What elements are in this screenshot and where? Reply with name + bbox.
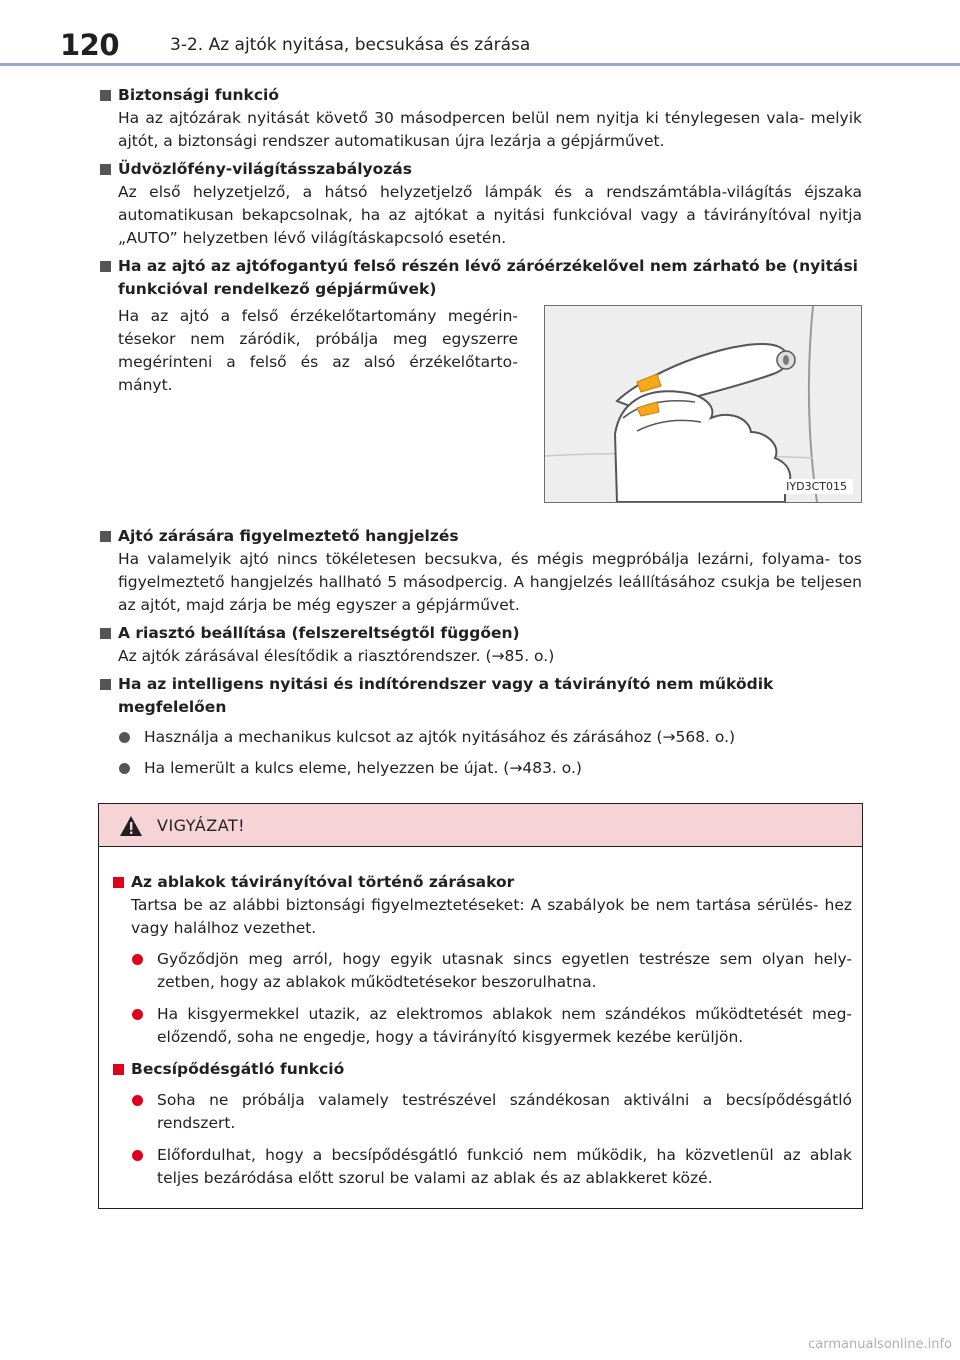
section-heading bbox=[98, 158, 862, 181]
list-item bbox=[111, 1003, 852, 1049]
section-title: Ajtó zárására figyelmeztető hangjelzés bbox=[118, 527, 459, 545]
square-bullet-icon bbox=[100, 164, 111, 175]
section-heading bbox=[98, 622, 862, 645]
section-title: Becsípődésgátló funkció bbox=[131, 1060, 345, 1078]
square-bullet-icon bbox=[100, 679, 111, 690]
section-body: Tartsa be az alábbi biztonsági figyelmeztetéseket: A szabályok be nem tartása sérülés- hez vagy halálhoz vezethet. bbox=[131, 896, 852, 937]
list-item-text: Ha kisgyermekkel utazik, az elektromos ablakok nem szándékos működtetését meg- előzendő, soha ne engedje, hogy a távirányító kisgyermek kezébe kerüljön. bbox=[157, 1005, 852, 1046]
list-item bbox=[111, 1089, 852, 1135]
page-number: 120 bbox=[60, 28, 120, 62]
figure-code: IYD3CT015 bbox=[780, 479, 853, 494]
warning-box bbox=[98, 803, 863, 1209]
list-item bbox=[111, 1144, 852, 1190]
chapter-title: 3-2. Az ajtók nyitása, becsukása és zárása bbox=[170, 35, 531, 55]
section-heading bbox=[98, 673, 862, 719]
round-bullet-icon bbox=[132, 1095, 143, 1106]
square-bullet-icon bbox=[100, 261, 111, 272]
round-bullet-icon bbox=[132, 1009, 143, 1020]
square-bullet-icon bbox=[113, 1064, 124, 1075]
section-title: Ha az ajtó az ajtófogantyú felső részén lévő záróérzékelővel nem zárható be (nyitási funkcióval rendelkező gépjárművek) bbox=[118, 257, 858, 298]
door-handle-illustration bbox=[544, 305, 862, 503]
round-bullet-icon bbox=[119, 732, 130, 743]
list-item-text: Ha lemerült a kulcs eleme, helyezzen be újat. (→483. o.) bbox=[144, 759, 582, 777]
section-body: Ha az ajtózárak nyitását követő 30 másodpercen belül nem nyitja ki ténylegesen vala- melyik ajtót, a biztonsági rendszer automatikusan újra lezárja a gépjárművet. bbox=[118, 109, 862, 150]
section-title: Az ablakok távirányítóval történő zárásakor bbox=[131, 873, 515, 891]
header-rule bbox=[0, 63, 960, 66]
section-heading bbox=[111, 871, 852, 894]
section-body: Az ajtók zárásával élesítődik a riasztórendszer. (→85. o.) bbox=[118, 647, 555, 665]
section-heading bbox=[98, 255, 862, 301]
list-item-text: Előfordulhat, hogy a becsípődésgátló funkció nem működik, ha közvetlenül az ablak teljes bezáródása előtt szorul be valami az ablak és az ablakkeret közé. bbox=[157, 1146, 852, 1187]
section-heading bbox=[111, 1058, 852, 1081]
list-item-text: Győződjön meg arról, hogy egyik utasnak sincs egyetlen testrésze sem olyan hely- zetben, hogy az ablakok működtetésekor beszorulhatna. bbox=[157, 950, 852, 991]
round-bullet-icon bbox=[119, 763, 130, 774]
section-title: Ha az intelligens nyitási és indítórendszer vagy a távirányító nem működik megfelelően bbox=[118, 675, 774, 716]
figure-caption-text: Ha az ajtó a felső érzékelőtartomány megérin- tésekor nem záródik, próbálja meg egyszerre megérinteni a felső és az alsó érzékelőtarto- mányt. bbox=[118, 307, 518, 394]
round-bullet-icon bbox=[132, 1150, 143, 1161]
square-bullet-icon bbox=[100, 531, 111, 542]
section-title: Biztonsági funkció bbox=[118, 86, 280, 104]
warning-triangle-icon bbox=[119, 815, 143, 837]
section-body: Ha valamelyik ajtó nincs tökéletesen becsukva, és mégis megpróbálja lezárni, folyama- tos figyelmeztető hangjelzés hallható 5 másodpercig. A hangjelzés leállításához csukja be teljesen az ajtót, majd zárja be még egyszer a gépjárművet. bbox=[118, 550, 862, 614]
square-bullet-icon bbox=[113, 877, 124, 888]
page-header bbox=[0, 0, 960, 70]
round-bullet-icon bbox=[132, 954, 143, 965]
list-item-text: Használja a mechanikus kulcsot az ajtók nyitásához és zárásához (→568. o.) bbox=[144, 728, 736, 746]
square-bullet-icon bbox=[100, 90, 111, 101]
figure-block bbox=[98, 305, 862, 511]
section-title: Üdvözlőfény-világításszabályozás bbox=[118, 160, 412, 178]
warning-body bbox=[99, 847, 862, 1190]
section-title: A riasztó beállítása (felszereltségtől függően) bbox=[118, 624, 520, 642]
list-item-text: Soha ne próbálja valamely testrészével szándékosan aktiválni a becsípődésgátló rendszert. bbox=[157, 1091, 852, 1132]
main-content bbox=[98, 80, 862, 788]
warning-title: VIGYÁZAT! bbox=[157, 816, 246, 835]
door-handle-hand-icon bbox=[545, 306, 861, 502]
list-item bbox=[98, 726, 862, 749]
section-body: Az első helyzetjelző, a hátsó helyzetjelző lámpák és a rendszámtábla-világítás éjszaka automatikusan bekapcsolnak, ha az ajtókat a nyitási funkcióval vagy a távirányítóval nyitja „AUTO” helyzetben lévő világításkapcsoló esetén. bbox=[118, 183, 862, 247]
section-heading bbox=[98, 84, 862, 107]
warning-header bbox=[99, 804, 862, 847]
list-item bbox=[111, 948, 852, 994]
section-heading bbox=[98, 525, 862, 548]
square-bullet-icon bbox=[100, 628, 111, 639]
site-watermark: carmanualsonline.info bbox=[808, 1337, 952, 1352]
list-item bbox=[98, 757, 862, 780]
